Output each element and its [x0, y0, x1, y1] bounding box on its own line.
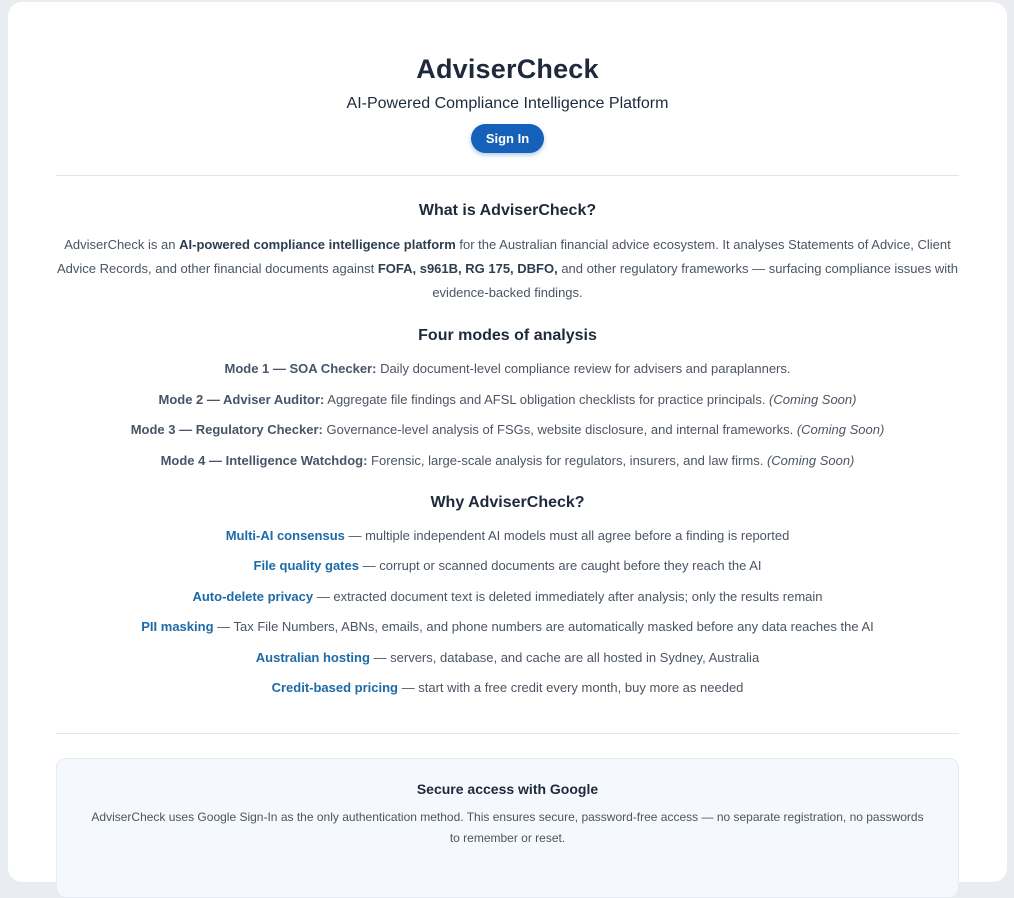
- google-auth-heading: Secure access with Google: [416, 780, 599, 797]
- about-text-part: for the Australian financial advice ecosystem. It analyses Statements of Advice, Client Advice Records, and other financial documents against: [56, 237, 951, 276]
- mode-description: Forensic, large-scale analysis for regulators, insurers, and law firms.: [367, 453, 767, 469]
- feature-item: [8, 528, 1007, 559]
- mode-item: [8, 361, 1007, 392]
- page-header: [8, 2, 1007, 153]
- mode-name: Mode 3 — Regulatory Checker:: [130, 422, 323, 438]
- google-auth-info: [56, 758, 959, 898]
- about-text-part: AdviserCheck is an: [64, 237, 180, 252]
- about-text-highlight: FOFA, s961B, RG 175, DBFO,: [377, 261, 558, 276]
- about-text: [50, 233, 965, 305]
- app-subtitle: AI-Powered Compliance Intelligence Platform: [346, 95, 669, 112]
- mode-item: [8, 453, 1007, 484]
- mode-description: Governance-level analysis of FSGs, website disclosure, and internal frameworks.: [322, 422, 797, 438]
- divider: [56, 733, 959, 734]
- feature-item: [8, 680, 1007, 711]
- feature-name: File quality gates: [253, 558, 359, 574]
- feature-item: [8, 589, 1007, 620]
- about-text-highlight: AI-powered compliance intelligence platform: [179, 237, 456, 252]
- feature-item: [8, 650, 1007, 681]
- coming-soon-tag: (Coming Soon): [796, 422, 885, 438]
- sign-in-button[interactable]: Sign In: [471, 124, 544, 153]
- feature-name: Australian hosting: [255, 649, 370, 665]
- mode-item: [8, 422, 1007, 453]
- feature-name: Multi-AI consensus: [225, 527, 345, 543]
- mode-name: Mode 2 — Adviser Auditor:: [158, 391, 325, 407]
- about-text-part: and other regulatory frameworks — surfacing compliance issues with evidence-backed findings.: [432, 261, 959, 300]
- mode-description: Aggregate file findings and AFSL obligation checklists for practice principals.: [324, 391, 770, 407]
- coming-soon-tag: (Coming Soon): [766, 453, 855, 469]
- feature-description: — corrupt or scanned documents are caught before they reach the AI: [358, 558, 762, 574]
- feature-description: — extracted document text is deleted immediately after analysis; only the results remain: [313, 588, 823, 604]
- feature-description: — multiple independent AI models must all agree before a finding is reported: [344, 527, 790, 543]
- feature-name: Auto-delete privacy: [192, 588, 314, 604]
- feature-description: — servers, database, and cache are all hosted in Sydney, Australia: [369, 649, 760, 665]
- feature-description: — Tax File Numbers, ABNs, emails, and phone numbers are automatically masked before any data reaches the AI: [213, 619, 874, 635]
- google-auth-text: AdviserCheck uses Google Sign-In as the only authentication method. This ensures secure, password-free access — no separate registration, no passwords to remember or reset.: [91, 809, 924, 845]
- feature-item: [8, 619, 1007, 650]
- modes-list: [8, 361, 1007, 484]
- app-title: AdviserCheck: [416, 54, 599, 84]
- mode-item: [8, 392, 1007, 423]
- about-heading: What is AdviserCheck?: [418, 202, 597, 219]
- feature-description: — start with a free credit every month, buy more as needed: [398, 680, 744, 696]
- coming-soon-tag: (Coming Soon): [769, 391, 857, 407]
- mode-name: Mode 1 — SOA Checker:: [224, 361, 377, 376]
- divider: [56, 175, 959, 176]
- feature-name: PII masking: [141, 619, 214, 635]
- feature-name: Credit-based pricing: [271, 680, 399, 696]
- modes-heading: Four modes of analysis: [418, 327, 597, 344]
- why-heading: Why AdviserCheck?: [430, 493, 585, 511]
- main-card: [8, 2, 1007, 882]
- mode-description: Daily document-level compliance review for advisers and paraplanners.: [376, 361, 791, 376]
- mode-name: Mode 4 — Intelligence Watchdog:: [160, 453, 368, 469]
- features-list: [8, 528, 1007, 711]
- feature-item: [8, 558, 1007, 589]
